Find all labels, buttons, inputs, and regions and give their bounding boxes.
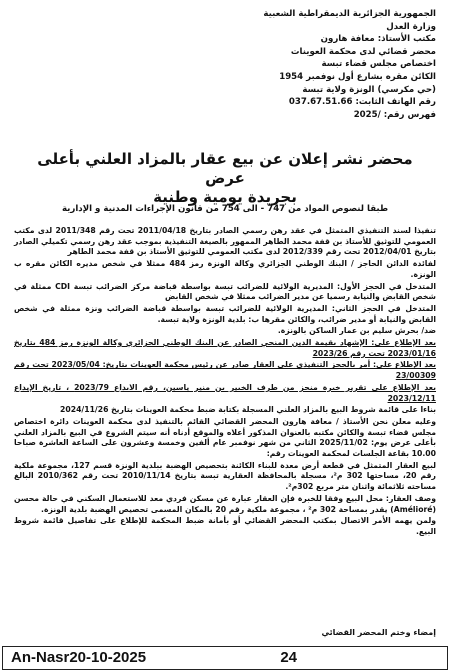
page-number: 24 [280,649,297,666]
header-line: وزارة العدل [386,21,436,32]
newspaper-footer [2,646,448,670]
notice-paragraph: لفائدة الدائن الحاجز / البنك الوطني الجزائري وكالة الونزة رمز 484 ممثلا في شخص مديره الكائن مقره ب الونزة. [14,259,437,279]
notice-paragraph: المتدخل في الحجز الثاني: المديرية الولائية للضرائب تبسة بواسطة قباضة الضرائب ونزة ممثلة في شخص القابض والنيابة أو مدير ضرائب، والكائن مقرها ب: بلدية الونزة ولاية تبسة. [14,303,436,324]
notice-title-line1: محضر نشر إعلان عن بيع عقار بالمزاد العلني بأعلى عرض [37,150,413,187]
header-line: مكتب الأستاذ: معافة هارون [320,34,436,45]
newspaper-name-date: An-Nasr20-10-2025 [11,649,147,666]
header-line: رقم الهاتف الثابت: 037.67.51.66 [288,97,436,108]
header-line: (حي مكرسي) الونزة ولاية تبسة [302,84,436,95]
notice-paragraph: ضد/ بحرش سليم بن عمار الساكن بالونزة. [277,326,436,336]
bailiff-header [136,8,436,121]
header-line: الكائن مقره بشارع أول نوفمبر 1954 [279,71,436,82]
header-line: محضر قضائي لدى محكمة العوينات [290,46,436,57]
header-line: اختصاص مجلس قضاء تبسة [321,59,436,70]
notice-paragraph: المتدخل في الحجز الأول: المديرية الولائية للضرائب تبسة بواسطة قباضة مركز الضرائب تبسة CDI ممثلة في شخص القابض والنيابة رسميا عن مدير الضرائب ممثلا في شخص القابض [14,281,436,302]
header-line: فهرس رقم: /2025 [353,109,436,120]
notice-paragraph: بناءا على قائمة شروط البيع بالمزاد العلني المسجلة بكتابة ضبط محكمة العوينات بتاريخ 2024/11/26 [60,405,436,415]
notice-paragraph: تنفيذا لسند التنفيذي المتمثل في عقد رهن رسمي الصادر بتاريخ 2011/04/18 تحت رقم 2011/348 لدى مكتب العمومي للتوثيق للأستاذ بن قفة محمد الطاهر الممهور بالصيغة التنفيذية بموجب عقد رهن رسمي تكميلي الصادر بتاريخ 2012/04/01 تحت رقم 2012/339 لدى مكتب العمومي للتوثيق الأستاذ بن قفة محمد الطاهر [14,226,436,257]
notice-paragraph: بعد الإطلاع على: أمر بالحجز التنفيذي على العقار صادر عن رئيس محكمة العوينات بتاريخ: 2023/05/04 تحت رقم 23/00309 [14,360,437,381]
notice-paragraph: بعد الإطلاع على: الإشهاد بقيمة الدين المنجي الصادر عن البنك الوطني الجزائري وكالة الونزة رمز 484 بتاريخ 2023/01/16 تحت رقم 2023/26 [14,338,436,358]
legal-basis: طبقا لنصوص المواد من 747 - الى 754 من قانون الإجراءات المدنية و الإدارية [61,204,389,214]
notice-paragraph: وعليه معلن نحن الأستاذ / معافة هارون المحضر القضائي القائم بالتنفيذ لدى محكمة العوينات دائرة اختصاص مجلس قضاء تبسة والكائن مكتبه بالعنوان المذكور أعلاه والموقع أدناه أنه سيتم الشروع في البيع بالمزاد العلني بأعلى عرض يوم: 2025/11/02 الثاني من شهر نوفمبر عام ألفين وخمسة وعشرون على الساعة العاشرة صباحا 10.00 بقاعة الجلسات لمحكمة العوينات رقم: [14,416,436,459]
notice-title [18,150,432,207]
notice-body [14,226,436,539]
notice-paragraph: لبيع العقار المتمثل في قطعة أرض معدة للبناء الكائنة بتحصيص الهضبة ببلدية الونزة قسم 127، مجموعة ملكية رقم 20، مساحتها 302 م²، مسجلة بالمحافظة العقارية تبسة بتاريخ 2010/11/14 تحت رقم 2010/362 البالغ مساحته ثلاثمائة واثنان متر مربع 302م². [14,460,436,492]
bailiff-signature: إمضاء وختم المحضر القضائي [321,628,436,637]
notice-title-line2: بجريدة يومية وطنية [153,188,297,206]
notice-paragraph: ولمن يهمه الأمر الاتصال بمكتب المحضر القضائي أو بأمانة ضبط المحكمة للإطلاع على تفاصيل قائمة شروط البيع. [14,516,436,536]
header-line: الجمهورية الجزائرية الديمقراطية الشعبية [263,9,436,19]
notice-paragraph: وصف العقار: محل البيع وفقا للخبرة فإن العقار عبارة عن مسكن فردي معد للاستعمال السكني في حالة محسن (Amélioré) يقدر بمساحة 302 م² ، مجموعة ملكية رقم 20 بالمكان المسمى تحصيص الهضبة بلدية الونزة. [14,493,436,514]
notice-paragraph: بعد الإطلاع على تقرير خبرة منجز من طرف الخبير بن منير ياسين، رقم الابداع 2023/79 ، تاريخ الإيداع 2023/12/11 [14,382,437,403]
